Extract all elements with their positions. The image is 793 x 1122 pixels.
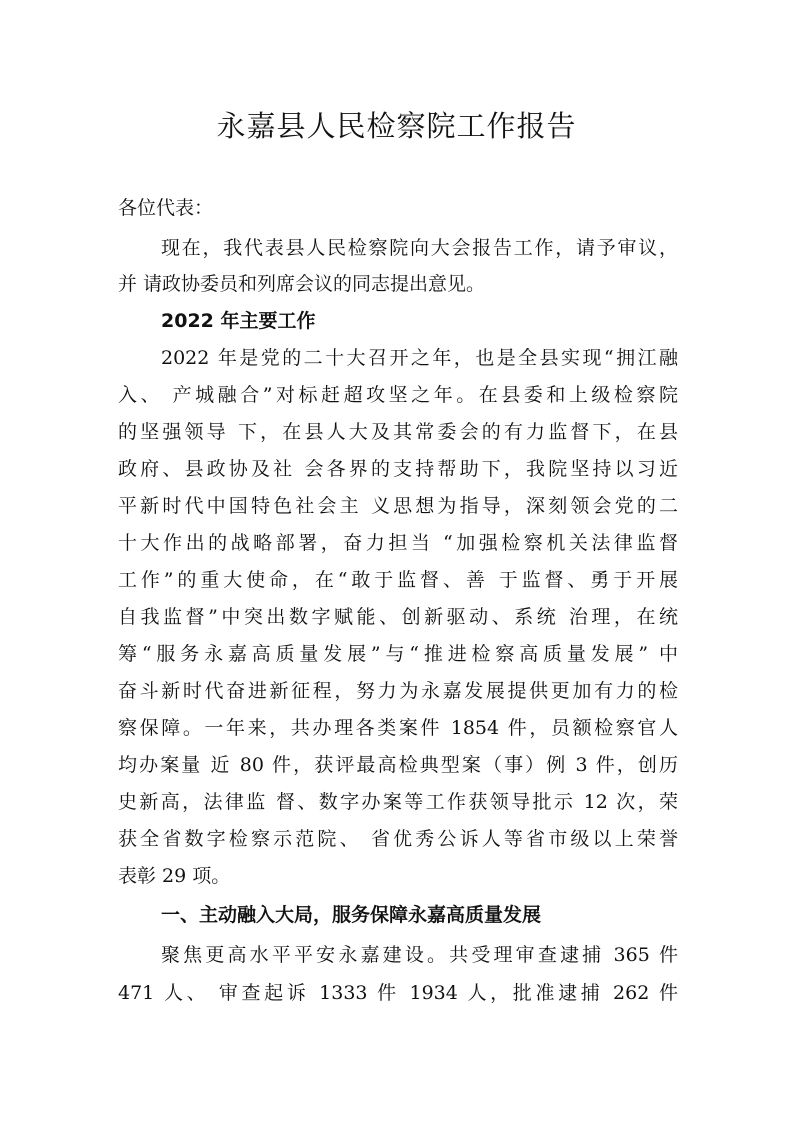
paragraph-line: 十大作出的战略部署，奋力担当 “加强检察机关法律监督 bbox=[118, 532, 678, 554]
section-heading: 一、主动融入大局，服务保障永嘉高质量发展 bbox=[161, 904, 542, 926]
paragraph-line: 筹“服务永嘉高质量发展”与“推进检察高质量发展” 中 bbox=[118, 643, 678, 665]
paragraph-line: 史新高，法律监 督、数字办案等工作获领导批示 12 次，荣 bbox=[118, 791, 678, 813]
intro-line: 并 请政协委员和列席会议的同志提出意见。 bbox=[118, 273, 486, 295]
paragraph-line: 表彰 29 项。 bbox=[118, 865, 231, 887]
intro-line: 现在，我代表县人民检察院向大会报告工作，请予审议， bbox=[161, 237, 678, 259]
document-title: 永嘉县人民检察院工作报告 bbox=[216, 109, 577, 143]
paragraph-line: 平新时代中国特色社会主 义思想为指导，深刻领会党的二 bbox=[118, 495, 678, 517]
paragraph-line: 察保障。一年来，共办理各类案件 1854 件，员额检察官人 bbox=[118, 717, 678, 739]
paragraph-line: 均办案量 近 80 件，获评最高检典型案（事）例 3 件，创历 bbox=[118, 754, 678, 776]
paragraph-line: 自我监督”中突出数字赋能、创新驱动、系统 治理，在统 bbox=[118, 606, 678, 628]
paragraph-line: 的坚强领导 下，在县人大及其常委会的有力监督下，在县 bbox=[118, 421, 678, 443]
paragraph-line: 政府、县政协及社 会各界的支持帮助下，我院坚持以习近 bbox=[118, 458, 678, 480]
paragraph-line: 2022 年是党的二十大召开之年，也是全县实现“拥江融 bbox=[161, 347, 678, 369]
paragraph-line: 获全省数字检察示范院、 省优秀公诉人等省市级以上荣誉 bbox=[118, 828, 678, 850]
paragraph-line: 聚焦更高水平平安永嘉建设。共受理审查逮捕 365 件 bbox=[161, 944, 678, 966]
salutation: 各位代表： bbox=[118, 197, 214, 219]
paragraph-line: 奋斗新时代奋进新征程，努力为永嘉发展提供更加有力的检 bbox=[118, 680, 678, 702]
paragraph-line: 入、 产城融合”对标赶超攻坚之年。在县委和上级检察院 bbox=[118, 384, 678, 406]
section-heading: 2022 年主要工作 bbox=[161, 310, 316, 332]
paragraph-line: 471 人、 审查起诉 1333 件 1934 人，批准逮捕 262 件 bbox=[118, 982, 678, 1004]
paragraph-line: 工作”的重大使命，在“敢于监督、善 于监督、勇于开展 bbox=[118, 569, 678, 591]
